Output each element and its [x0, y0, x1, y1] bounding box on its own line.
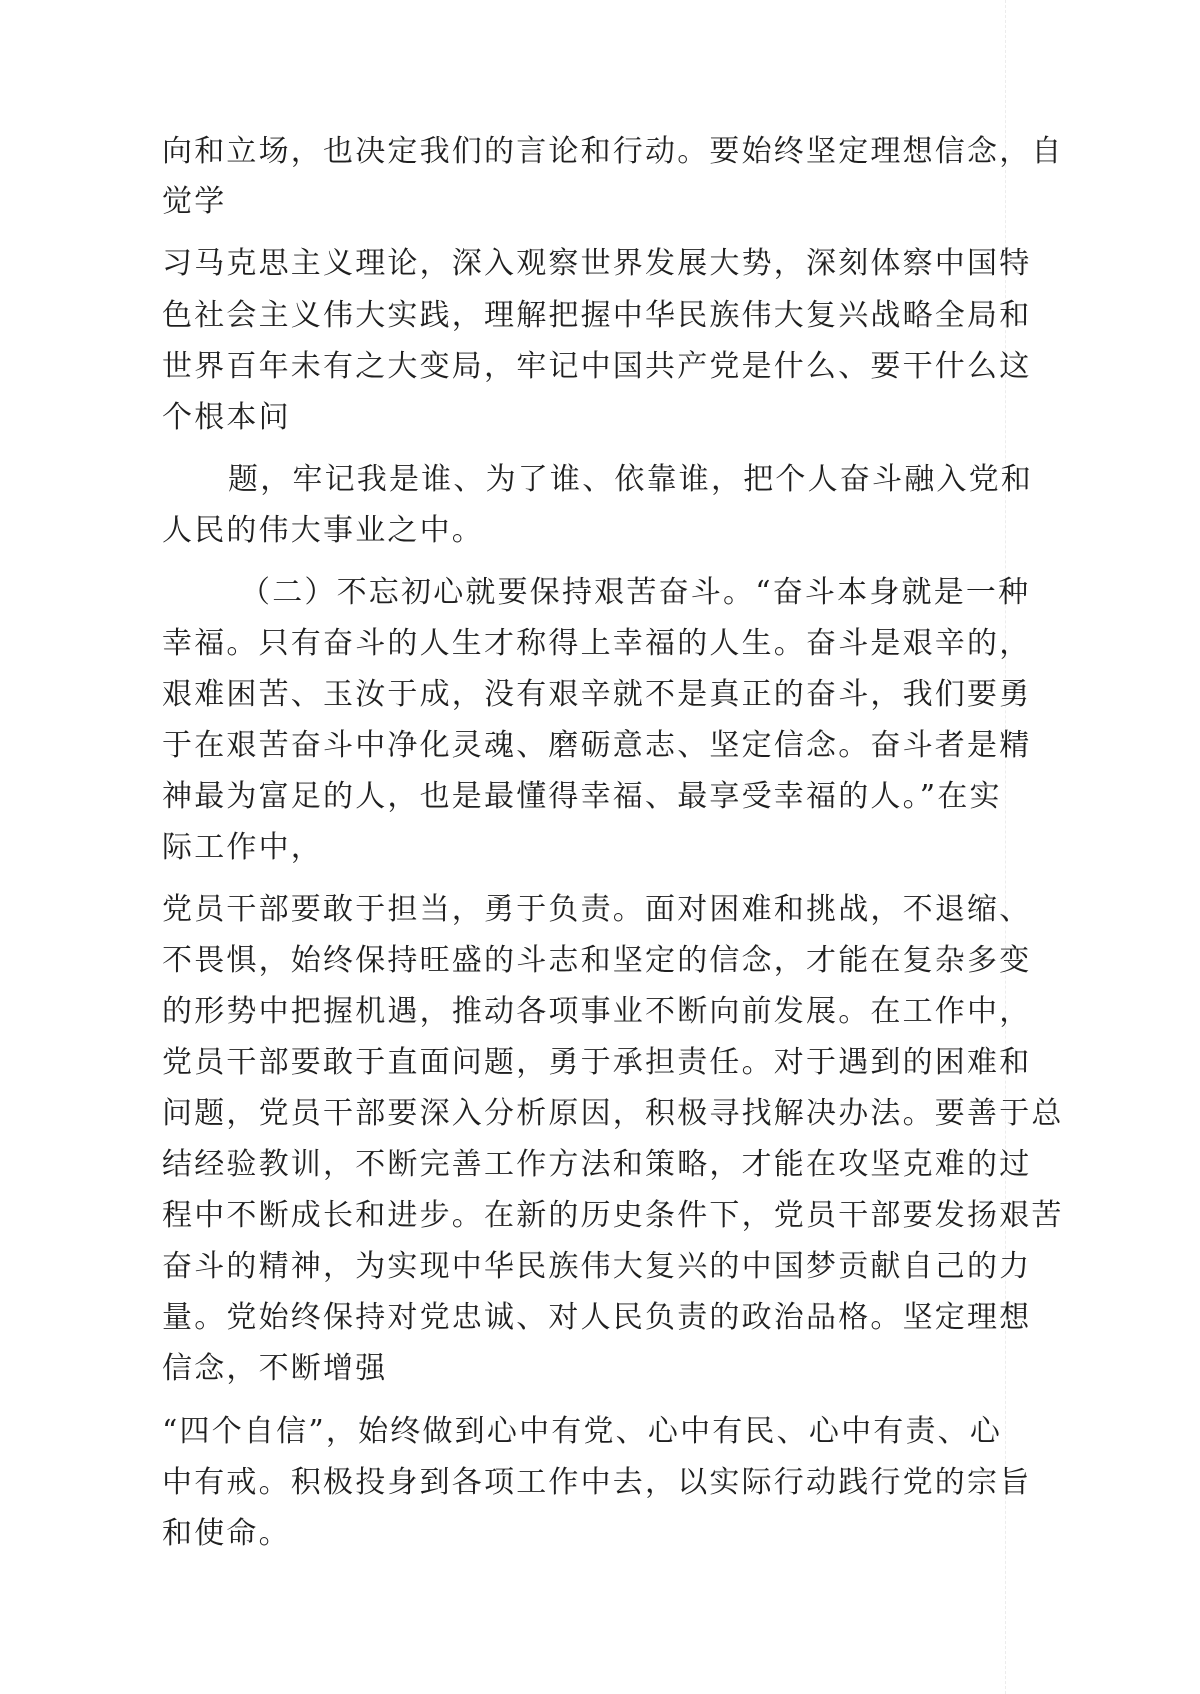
- text-line: 的形势中把握机遇，推动各项事业不断向前发展。在工作中，: [162, 994, 1032, 1029]
- text-line: 党员干部要敢于直面问题，勇于承担责任。对于遇到的困难和: [162, 1045, 1032, 1080]
- text-line: 觉学: [162, 184, 227, 219]
- text-line: 不畏惧，始终保持旺盛的斗志和坚定的信念，才能在复杂多变: [162, 943, 1032, 978]
- text-line: 习马克思主义理论，深入观察世界发展大势，深刻体察中国特: [162, 246, 1032, 281]
- text-line: 中有戒。积极投身到各项工作中去，以实际行动践行党的宗旨: [162, 1465, 1032, 1500]
- text-line: 奋斗的精神，为实现中华民族伟大复兴的中国梦贡献自己的力: [162, 1249, 1032, 1284]
- text-line: （二）不忘初心就要保持艰苦奋斗。“奋斗本身就是一种: [240, 575, 1031, 610]
- text-line: 际工作中，: [162, 830, 323, 865]
- text-line: 问题，党员干部要深入分析原因，积极寻找解决办法。要善于总: [162, 1096, 1064, 1131]
- text-line: “四个自信”，始终做到心中有党、心中有民、心中有责、心: [162, 1414, 1003, 1449]
- text-line: 世界百年未有之大变局，牢记中国共产党是什么、要干什么这: [162, 349, 1032, 384]
- text-line: 结经验教训，不断完善工作方法和策略，才能在攻坚克难的过: [162, 1147, 1032, 1182]
- text-line: 和使命。: [162, 1516, 291, 1551]
- text-line: 量。党始终保持对党忠诚、对人民负责的政治品格。坚定理想: [162, 1300, 1032, 1335]
- text-line: 信念，不断增强: [162, 1351, 388, 1386]
- text-line: 题，牢记我是谁、为了谁、依靠谁，把个人奋斗融入党和: [228, 462, 1033, 497]
- text-line: 党员干部要敢于担当，勇于负责。面对困难和挑战，不退缩、: [162, 892, 1032, 927]
- text-line: 色社会主义伟大实践，理解把握中华民族伟大复兴战略全局和: [162, 298, 1032, 333]
- text-line: 程中不断成长和进步。在新的历史条件下，党员干部要发扬艰苦: [162, 1198, 1064, 1233]
- text-line: 个根本问: [162, 400, 291, 435]
- text-line: 人民的伟大事业之中。: [162, 513, 484, 548]
- text-line: 神最为富足的人，也是最懂得幸福、最享受幸福的人。”在实: [162, 779, 1002, 814]
- text-line: 于在艰苦奋斗中净化灵魂、磨砺意志、坚定信念。奋斗者是精: [162, 728, 1032, 763]
- text-line: 幸福。只有奋斗的人生才称得上幸福的人生。奋斗是艰辛的，: [162, 626, 1032, 661]
- text-line: 艰难困苦、玉汝于成，没有艰辛就不是真正的奋斗，我们要勇: [162, 677, 1032, 712]
- text-line: 向和立场，也决定我们的言论和行动。要始终坚定理想信念，自: [162, 134, 1064, 169]
